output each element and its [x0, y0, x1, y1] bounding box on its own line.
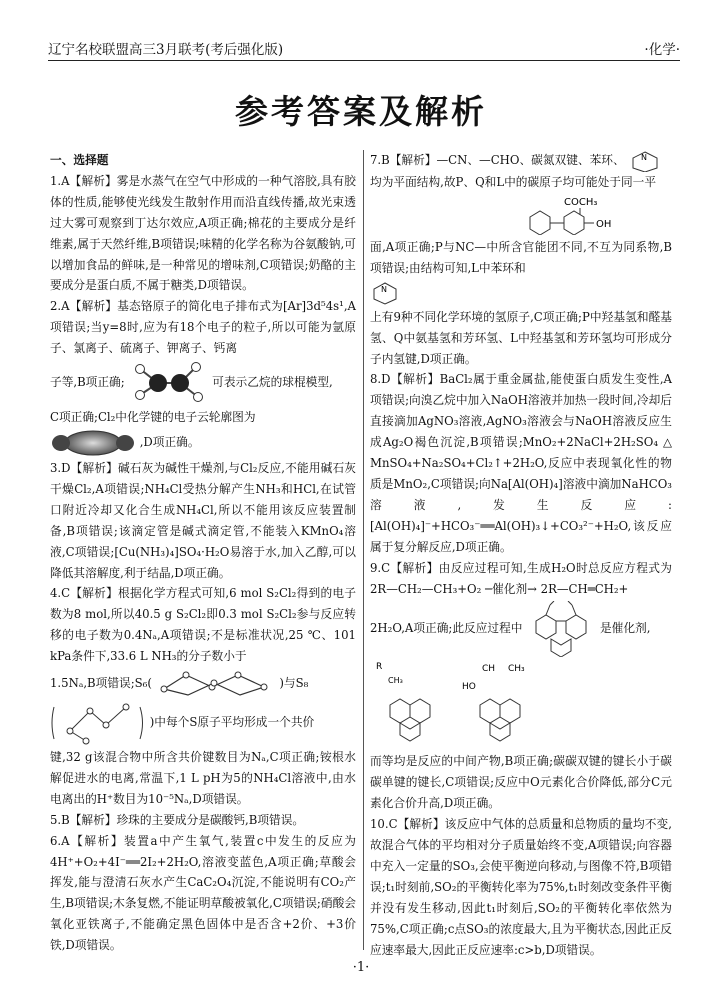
page-header — [48, 36, 680, 61]
answer-7-part3 — [370, 237, 672, 279]
answer-2-part2: 子等,B项正确; — [50, 375, 125, 390]
biphenyl-structure-figure — [510, 195, 630, 235]
answer-7-part2: 均为平面结构,故P、Q和L中的碳原子均可能处于同一平 — [370, 175, 657, 189]
answer-9-catalyst-row — [370, 601, 672, 657]
answer-7-part3-text: 面,A项正确;P与NC— — [370, 239, 487, 254]
answer-2-part1: 2.A【解析】基态铬原子的简化电子排布式为[Ar]3d⁵4s¹,A项错误;当y=8时,应为有18个电子的粒子,所以可能为氩原子、氯离子、硫离子、钾离子、钙离 — [50, 299, 356, 356]
oh-label: OH — [596, 218, 612, 230]
pyridine-n-label: N — [641, 153, 648, 162]
ch3-label-2: CH₃ — [508, 664, 525, 675]
pyridine-ring-figure-2 — [370, 281, 400, 305]
answer-2-part5: ,D项正确。 — [139, 434, 200, 449]
answer-7-part5: 上有9种不同化学环境的氢原子,C项正确;P中羟基氢和醛基氢、Q中氨基氢和芳环氢、L中羟基氢和芳环氢均可形成分子内氢键,D项正确。 — [370, 309, 672, 366]
answer-4-part2: 1.5Nₐ,B项错误;S₆( — [50, 676, 152, 691]
answer-9-part5: 等均是反应的中间产物,B项正确;碳碳双键的键长小于碳碳单键的键长,C项错误;反应中O元素化合价降低,部分C元素化合价升高,D项正确。 — [370, 754, 672, 811]
page-title: 参考答案及解析 — [235, 92, 487, 131]
answer-4-part3: )与S₈ — [279, 676, 309, 691]
intermediate-structures-figure — [370, 659, 540, 749]
header-left: 辽宁名校联盟高三3月联考(考后强化版) — [48, 42, 284, 58]
answer-4-s8-row — [50, 701, 356, 745]
pyridine-ring-figure — [628, 150, 662, 172]
pyridine-n-label-2: N — [381, 284, 387, 294]
catalyst-structure-figure — [526, 601, 596, 657]
answer-9-part3: 是催化剂, — [599, 621, 651, 636]
s8-ring-figure — [50, 701, 146, 745]
column-divider — [363, 150, 364, 950]
answer-9-part2: 2H₂O,A项正确;此反应过程中 — [370, 621, 523, 636]
ch-label: CH — [482, 664, 496, 675]
ethane-ball-stick-figure — [128, 361, 208, 405]
ch3-label-1: CH₃ — [388, 676, 403, 686]
page-number: ·1· — [352, 960, 370, 975]
answer-4-part1: 4.C【解析】根据化学方程式可知,6 mol S₂Cl₂得到的电子数为8 mol,所以40.5 g S₂Cl₂即0.3 mol S₂Cl₂参与反应转移的电子数为0.4Nₐ,A项错误;不是标准状况,25 ℃、101 kPa条件下,33.6 L NH₃的分子数小于 — [50, 586, 356, 664]
answer-4-part5: 键,32 g该混合物中所含共价键数目为Nₐ,C项正确;铵根水解促进水的电离,常温下,1 L pH为5的NH₄Cl溶液中,由水电离出的H⁺数目为10⁻⁵Nₐ,D项错误。 — [50, 750, 356, 806]
s6-ring-figure — [156, 669, 276, 699]
answer-2-part3: 可表示乙烷的球棍模型, — [212, 375, 333, 390]
answer-5: 5.B【解析】珍珠的主要成分是碳酸钙,B项错误。 — [50, 812, 305, 827]
ho-label: HO — [462, 682, 476, 693]
answer-9-part4 — [370, 751, 672, 814]
answer-2-ethane-row — [50, 361, 356, 405]
header-right: ·化学· — [644, 42, 680, 58]
section-heading: 一、选择题 — [50, 153, 109, 167]
answer-9-intermediates-row — [370, 659, 672, 749]
left-column — [50, 150, 356, 956]
answer-3: 3.D【解析】碱石灰为碱性干燥剂,与Cl₂反应,不能用碱石灰干燥Cl₂,A项错误;NH₄Cl受热分解产生NH₃和HCl,在试管口附近冷却又化合生成NH₄Cl,所以不能用该反应装置制备,B项错误;该滴定管是碱式滴定管,不能装入KMnO₄溶液,C项错误;[Cu(NH₃)₄]SO₄·H₂O易溶于水,加入乙醇,可以降低其溶解度,利于结晶,D项正确。 — [50, 460, 356, 580]
answer-1: 1.A【解析】雾是水蒸气在空气中形成的一种气溶胶,具有胶体的性质,能够使光线发生散射作用而沿直线传播,故光束透过大雾可观察到丁达尔效应,A项正确;棉花的主要成分是纤维素,属于天然纤维,B项错误;味精的化学名称为谷氨酸钠,可以增加食品的鲜味,是一种常见的增味剂,C项错误;奶酪的主要成分是蛋白质,不属于糖类,D项错误。 — [50, 173, 356, 293]
answer-7-part4: 中所含官能团不同,不互为同系物,B项错误;由结构可知,L中苯环和 — [370, 239, 672, 275]
answer-7-row1 — [370, 150, 672, 172]
coch3-label: COCH₃ — [564, 196, 598, 208]
answer-4-part4: )中每个S原子平均形成一个共价 — [149, 715, 315, 730]
answer-8: 8.D【解析】BaCl₂属于重金属盐,能使蛋白质发生变性,A项错误;向溴乙烷中加入NaOH溶液并加热一段时间,冷却后直接滴加AgNO₃溶液,AgNO₃溶液会与NaOH溶液反应生成Ag₂O褐色沉淀,B项错误;MnO₂+2NaCl+2H₂SO₄ △ MnSO₄+Na₂SO₄+Cl₂↑+2H₂O,反应中表现氧化性的物质是MnO₂,C项错误;向Na[Al(OH)₄]溶液中滴加NaHCO₃溶液,发生反应:[Al(OH)₄]⁻+HCO₃⁻══Al(OH)₃↓+CO₃²⁻+H₂O,该反应属于复分解反应,D项正确。 — [370, 372, 672, 554]
answer-9-part1: 9.C【解析】由反应过程可知,生成H₂O时总反应方程式为2R—CH₂—CH₃+O₂ ─催化剂→ 2R—CH═CH₂+ — [370, 560, 672, 596]
answer-9-part4-text: 而 — [370, 754, 382, 769]
answer-7-structure-row — [370, 195, 672, 235]
answer-7-pyridine-row — [370, 281, 672, 305]
answer-7-part1: 7.B【解析】—CN、—CHO、碳氮双键、苯环、 — [370, 153, 625, 167]
answer-6: 6.A【解析】装置a中产生氧气,装置c中发生的反应为4H⁺+O₂+4I⁻══2I₂+2H₂O,溶液变蓝色,A项正确;草酸会挥发,能与澄清石灰水产生CaC₂O₄沉淀,不能说明有CO₂产生,B项错误;木条复燃,不能证明草酸被氧化,C项错误;硝酸会氧化亚铁离子,不能确定黑色固体中是否含+2价、+3价铁,D项错误。 — [50, 833, 356, 953]
answer-4-s6-row — [50, 669, 356, 699]
r-label: R — [376, 662, 383, 673]
cl2-electron-cloud-figure — [50, 430, 136, 456]
answer-10: 10.C【解析】该反应中气体的总质量和总物质的量均不变,故混合气体的平均相对分子质量始终不变,A项错误;向容器中充入一定量的SO₃,会使平衡逆向移动,与图像不符,B项错误;t₁时刻前,SO₂的平衡转化率为75%,t₁时刻改变条件平衡并没有发生移动,因此t₁时刻后,SO₂的平衡转化率依然为75%,C项正确;c点SO₃的浓度最大,且为平衡状态,因此正反应速率最大,因此正反应速率:c>b,D项错误。 — [370, 817, 672, 957]
right-column — [370, 150, 672, 960]
answer-2-cl2-row — [50, 430, 356, 456]
answer-2-part4: C项正确;Cl₂中化学键的电子云轮廓图为 — [50, 410, 256, 425]
